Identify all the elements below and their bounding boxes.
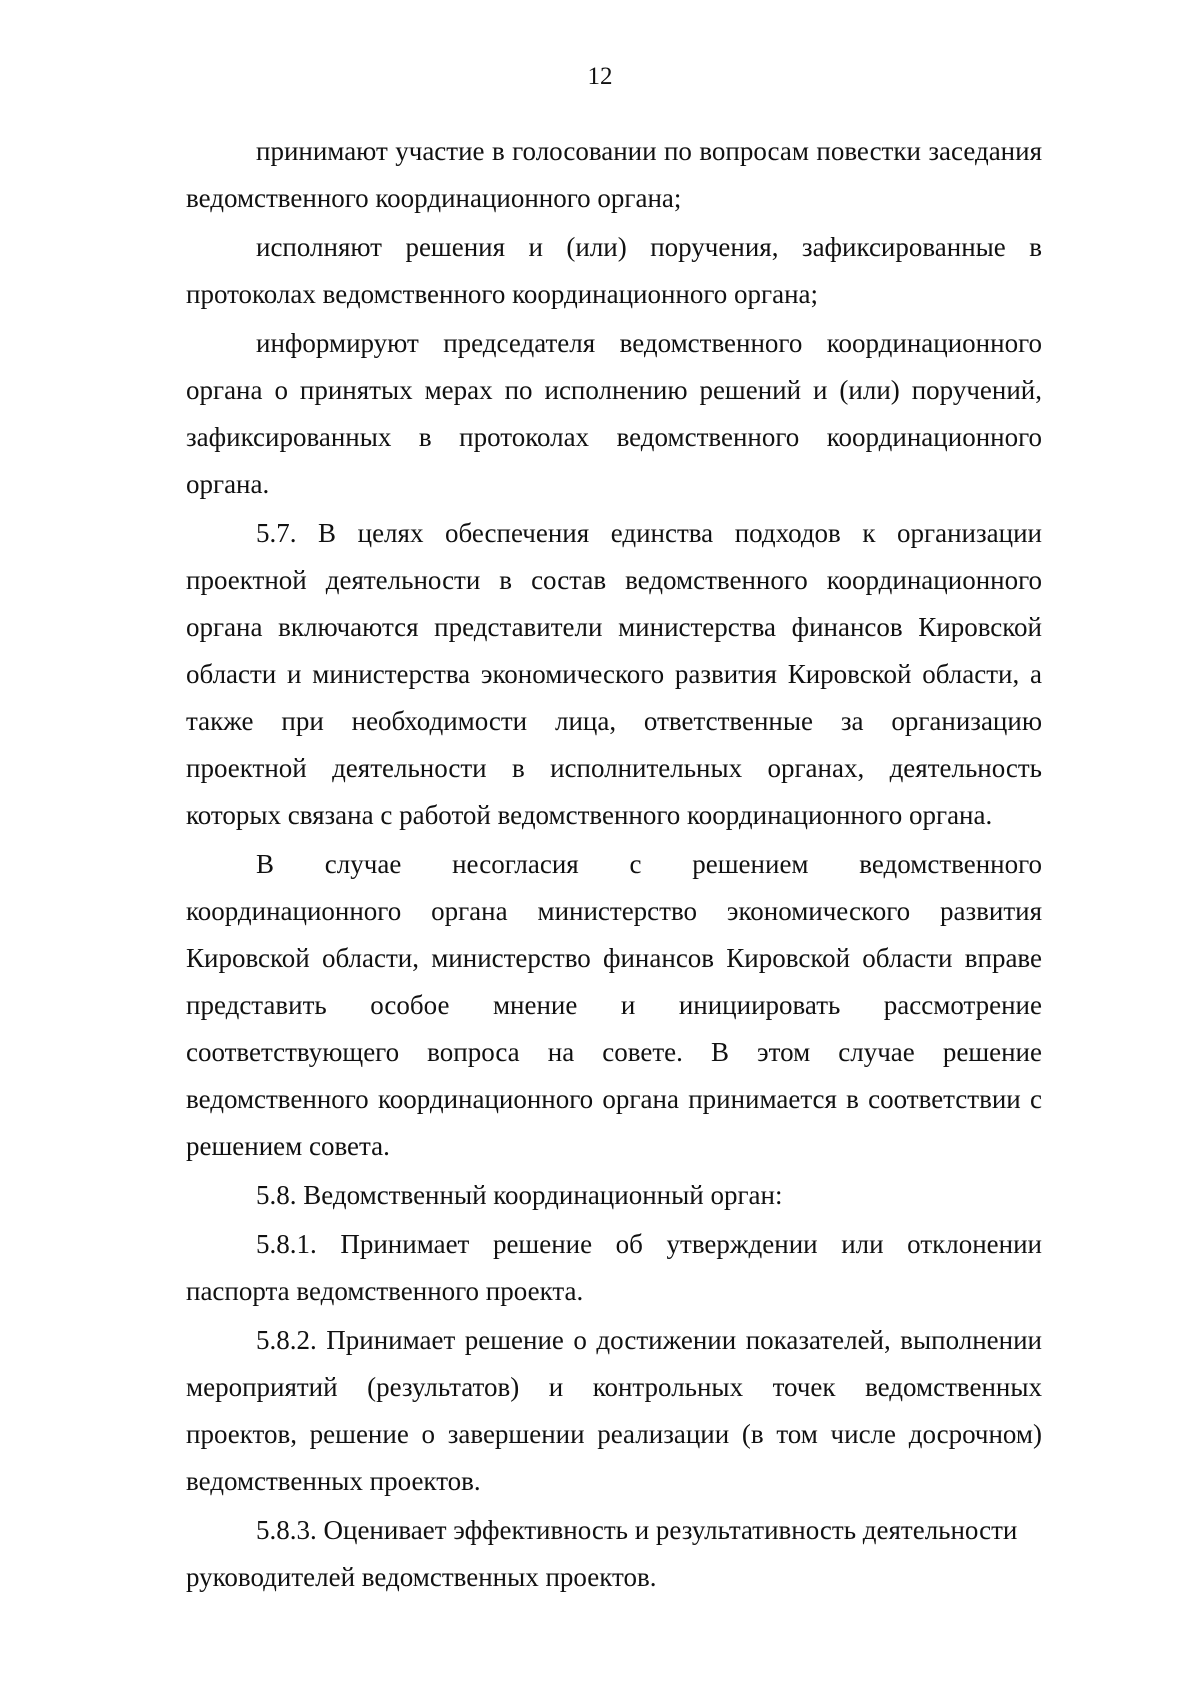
paragraph-5-8: 5.8. Ведомственный координационный орган: [256,1180,783,1210]
document-body [186,128,1042,1601]
paragraph-5-8-3: 5.8.3. Оценивает эффективность и результативность деятельности руководителей ведомственных проектов. [186,1515,1018,1592]
paragraph-5-8-1: 5.8.1. Принимает решение об утверждении или отклонении паспорта ведомственного проекта. [186,1229,1042,1306]
paragraph-participation: принимают участие в голосовании по вопросам повестки заседания ведомственного координационного органа; [186,136,1042,213]
paragraph-execution: исполняют решения и (или) поручения, зафиксированные в протоколах ведомственного координационного органа; [186,232,1042,309]
paragraph-5-8-2: 5.8.2. Принимает решение о достижении показателей, выполнении мероприятий (результатов) и контрольных точек ведомственных проектов, решение о завершении реализации (в том числе досрочном) ведомственных проектов. [186,1325,1042,1496]
paragraph-informing: информируют председателя ведомственного координационного органа о принятых мерах по исполнению решений и (или) поручений, зафиксированных в протоколах ведомственного координационного органа. [186,328,1042,499]
paragraph-disagreement: В случае несогласия с решением ведомственного координационного органа министерство экономического развития Кировской области, министерство финансов Кировской области вправе представить особое мнение и инициировать рассмотрение соответствующего вопроса на совете. В этом случае решение ведомственного координационного органа принимается в соответствии с решением совета. [186,849,1042,1161]
paragraph-5-7: 5.7. В целях обеспечения единства подходов к организации проектной деятельности в состав ведомственного координационного органа включаются представители министерства финансов Кировской области и министерства экономического развития Кировской области, а также при необходимости лица, ответственные за организацию проектной деятельности в исполнительных органах, деятельность которых связана с работой ведомственного координационного органа. [186,518,1042,830]
page-number: 12 [587,63,613,90]
